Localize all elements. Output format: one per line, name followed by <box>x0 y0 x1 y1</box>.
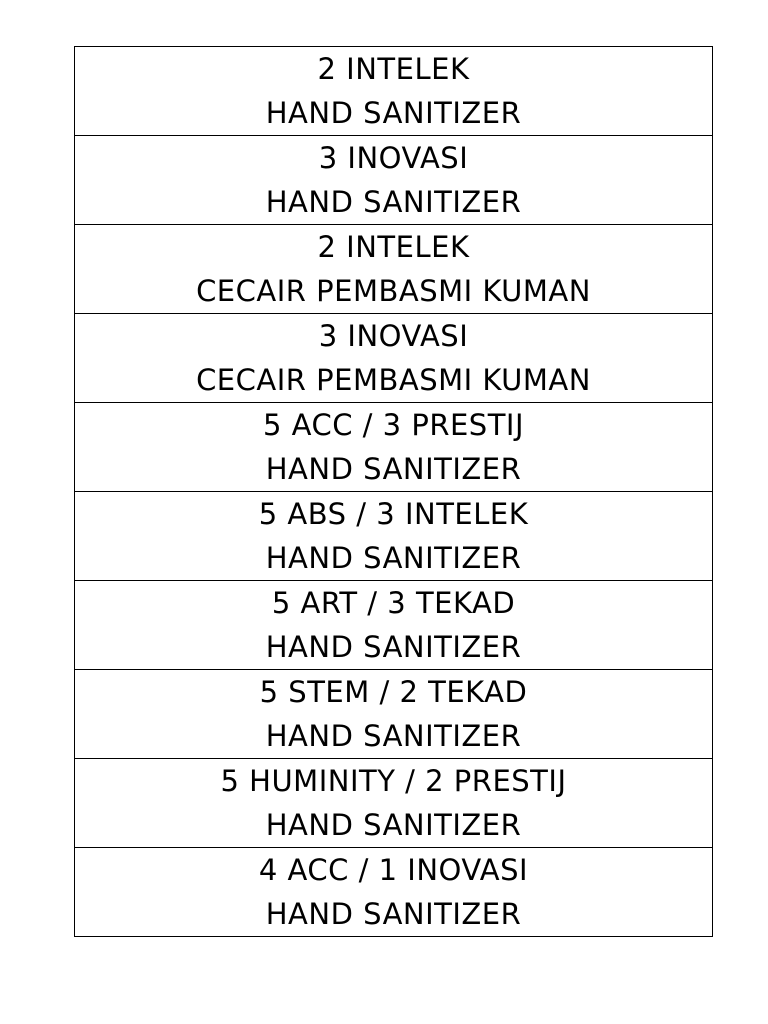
label-item: HAND SANITIZER <box>265 719 522 753</box>
label-class: 5 ABS / 3 INTELEK <box>258 497 529 531</box>
label-row <box>75 759 713 848</box>
label-item: HAND SANITIZER <box>265 452 522 486</box>
label-cell <box>75 403 713 492</box>
label-item: CECAIR PEMBASMI KUMAN <box>196 274 591 308</box>
label-row <box>75 670 713 759</box>
label-cell <box>75 225 713 314</box>
label-class: 5 ACC / 3 PRESTIJ <box>262 408 525 442</box>
label-item: HAND SANITIZER <box>265 96 522 130</box>
label-row <box>75 136 713 225</box>
label-class: 3 INOVASI <box>318 141 469 175</box>
label-cell <box>75 47 713 136</box>
label-class: 5 ART / 3 TEKAD <box>271 586 516 620</box>
label-row <box>75 225 713 314</box>
label-item: HAND SANITIZER <box>265 630 522 664</box>
label-row <box>75 492 713 581</box>
label-table <box>74 46 713 937</box>
label-row <box>75 581 713 670</box>
label-class: 2 INTELEK <box>317 230 470 264</box>
label-row <box>75 848 713 937</box>
label-cell <box>75 759 713 848</box>
label-class: 5 STEM / 2 TEKAD <box>259 675 528 709</box>
label-class: 2 INTELEK <box>317 52 470 86</box>
label-item: HAND SANITIZER <box>265 541 522 575</box>
label-row <box>75 403 713 492</box>
label-cell <box>75 848 713 937</box>
label-cell <box>75 670 713 759</box>
label-cell <box>75 581 713 670</box>
label-cell <box>75 136 713 225</box>
label-item: CECAIR PEMBASMI KUMAN <box>196 363 591 397</box>
label-cell <box>75 492 713 581</box>
label-item: HAND SANITIZER <box>265 897 522 931</box>
label-item: HAND SANITIZER <box>265 185 522 219</box>
label-item: HAND SANITIZER <box>265 808 522 842</box>
label-class: 3 INOVASI <box>318 319 469 353</box>
label-class: 5 HUMINITY / 2 PRESTIJ <box>220 764 567 798</box>
label-row <box>75 47 713 136</box>
label-row <box>75 314 713 403</box>
label-cell <box>75 314 713 403</box>
label-class: 4 ACC / 1 INOVASI <box>258 853 529 887</box>
